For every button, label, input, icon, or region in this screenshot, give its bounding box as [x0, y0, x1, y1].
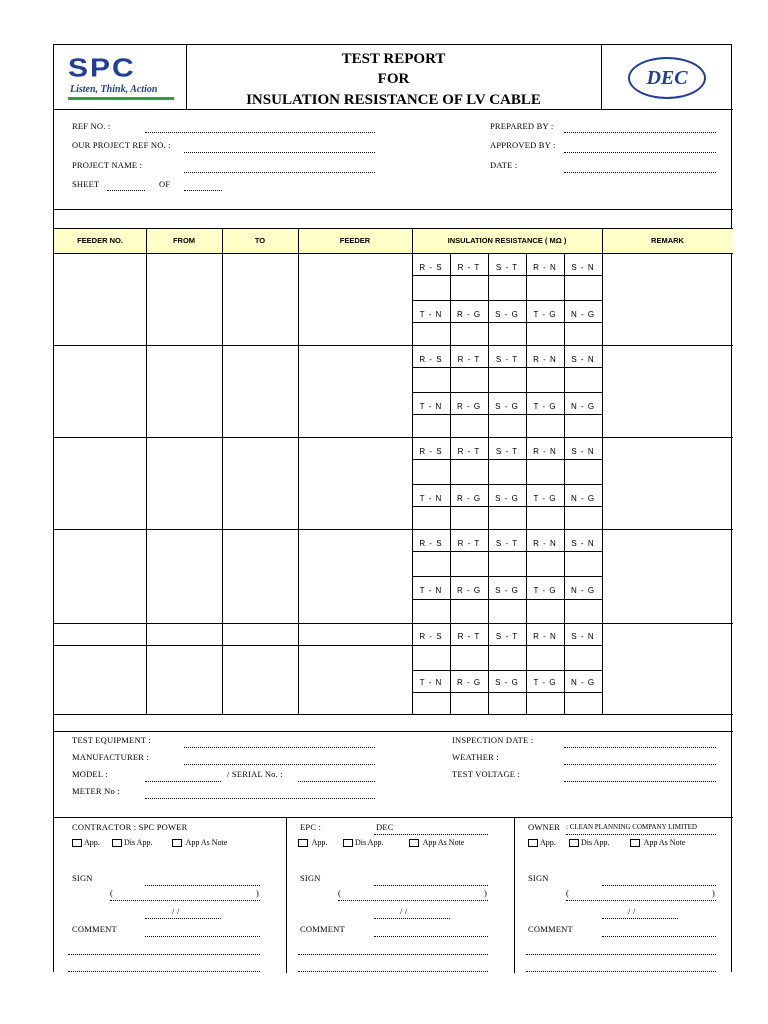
- table-bottom-line: [54, 714, 733, 715]
- ir-line: [412, 459, 602, 460]
- option-label: Dis App.: [355, 838, 384, 847]
- owner-option-app-as-note[interactable]: [630, 838, 685, 847]
- code-t-n: T - N: [419, 402, 443, 411]
- ir-line: [412, 506, 602, 507]
- checkbox[interactable]: [112, 839, 122, 847]
- code-s-g: S - G: [495, 494, 519, 503]
- epc-name-field[interactable]: [338, 900, 488, 901]
- contractor-option-app[interactable]: [72, 838, 100, 847]
- our-project-ref-label: OUR PROJECT REF NO. :: [72, 140, 171, 150]
- contractor-comment-field[interactable]: [145, 936, 260, 937]
- code-n-g: N - G: [570, 586, 596, 595]
- serial-no-label: / SERIAL No. :: [227, 769, 283, 779]
- of-label: OF: [159, 179, 171, 189]
- code-s-g: S - G: [495, 678, 519, 687]
- ir-line: [412, 576, 602, 577]
- col-insulation-resistance: INSULATION RESISTANCE ( MΩ ): [447, 236, 567, 245]
- code-s-n: S - N: [571, 632, 595, 641]
- ir-line: [412, 322, 602, 323]
- col-line-1: [146, 228, 147, 714]
- code-r-n: R - N: [533, 539, 557, 548]
- code-t-g: T - G: [533, 310, 557, 319]
- sheet-label: SHEET: [72, 179, 100, 189]
- code-r-g: R - G: [456, 586, 482, 595]
- title-line-1: TEST REPORT: [341, 51, 446, 67]
- meter-no-field[interactable]: [145, 798, 375, 799]
- code-t-n: T - N: [419, 494, 443, 503]
- dec-logo: [628, 57, 706, 99]
- code-s-g: S - G: [495, 402, 519, 411]
- code-n-g: N - G: [570, 402, 596, 411]
- code-t-g: T - G: [533, 402, 557, 411]
- checkbox[interactable]: [172, 839, 182, 847]
- epc-date: / /: [400, 906, 408, 916]
- prepared-by-label: PREPARED BY :: [490, 121, 554, 131]
- code-n-g: N - G: [570, 678, 596, 687]
- signoff-divider-2: [514, 817, 515, 973]
- checkbox[interactable]: [569, 839, 579, 847]
- owner-date: / /: [628, 906, 636, 916]
- code-t-n: T - N: [419, 310, 443, 319]
- owner-option-dis-app[interactable]: [569, 838, 609, 847]
- equipment-top-line: [54, 731, 733, 732]
- col-line-3: [298, 228, 299, 714]
- code-t-n: T - N: [419, 678, 443, 687]
- epc-label: EPC :: [300, 822, 322, 832]
- weather-field[interactable]: [564, 764, 716, 765]
- spc-logo: [68, 56, 174, 100]
- code-s-g: S - G: [495, 310, 519, 319]
- approved-by-label: APPROVED BY :: [490, 140, 556, 150]
- owner-paren-open: (: [566, 888, 570, 898]
- checkbox[interactable]: [409, 839, 419, 847]
- ref-no-label: REF NO. :: [72, 121, 111, 131]
- checkbox[interactable]: [72, 839, 82, 847]
- sheet-field[interactable]: [107, 190, 145, 191]
- contractor-paren-open: (: [110, 888, 114, 898]
- code-r-t: R - T: [457, 447, 481, 456]
- test-equipment-field[interactable]: [184, 747, 375, 748]
- epc-paren-open: (: [338, 888, 342, 898]
- code-s-t: S - T: [495, 539, 519, 548]
- code-r-t: R - T: [457, 632, 481, 641]
- owner-date-field[interactable]: [602, 918, 678, 919]
- contractor-sign-label: SIGN: [72, 873, 93, 883]
- code-r-n: R - N: [533, 447, 557, 456]
- epc-comment-label: COMMENT: [300, 924, 345, 934]
- row-line: [54, 623, 733, 624]
- row-line: [54, 529, 733, 530]
- epc-paren-close: ): [484, 888, 488, 898]
- owner-sign-label: SIGN: [528, 873, 549, 883]
- epc-sign-label: SIGN: [300, 873, 321, 883]
- option-label: App As Note: [185, 838, 228, 847]
- ir-line: [412, 275, 602, 276]
- option-label: Dis App.: [581, 838, 610, 847]
- code-t-g: T - G: [533, 678, 557, 687]
- signoff-top-line: [54, 817, 733, 818]
- test-report-form: [53, 44, 732, 972]
- owner-sign-field[interactable]: [602, 885, 716, 886]
- epc-comment-field-2[interactable]: [298, 954, 488, 955]
- owner-comment-field[interactable]: [602, 936, 716, 937]
- owner-comment-label: COMMENT: [528, 924, 573, 934]
- code-s-t: S - T: [495, 355, 519, 364]
- owner-comment-field-3[interactable]: [526, 971, 716, 972]
- prepared-by-field[interactable]: [564, 132, 716, 133]
- project-name-label: PROJECT NAME :: [72, 160, 143, 170]
- header-bottom-line: [54, 253, 733, 254]
- option-label: App.: [311, 838, 328, 847]
- checkbox[interactable]: [343, 839, 353, 847]
- code-r-g: R - G: [456, 310, 482, 319]
- contractor-comment-label: COMMENT: [72, 924, 117, 934]
- ref-no-field[interactable]: [145, 132, 375, 133]
- code-n-g: N - G: [570, 310, 596, 319]
- row-line: [54, 437, 733, 438]
- epc-option-app[interactable]: [298, 838, 327, 847]
- table-top-line: [54, 209, 733, 210]
- model-label: MODEL :: [72, 769, 108, 779]
- code-r-g: R - G: [456, 494, 482, 503]
- contractor-date: / /: [172, 906, 180, 916]
- project-name-field[interactable]: [184, 172, 375, 173]
- checkbox[interactable]: [528, 839, 538, 847]
- code-t-n: T - N: [419, 586, 443, 595]
- code-r-g: R - G: [456, 402, 482, 411]
- ir-line: [412, 670, 602, 671]
- owner-field[interactable]: [566, 834, 716, 835]
- code-s-n: S - N: [571, 263, 595, 272]
- code-s-n: S - N: [571, 539, 595, 548]
- contractor-label: CONTRACTOR : SPC POWER: [72, 822, 188, 832]
- ir-line: [412, 367, 602, 368]
- epc-date-field[interactable]: [374, 918, 450, 919]
- col-remark: REMARK: [651, 236, 684, 245]
- contractor-comment-field-3[interactable]: [68, 971, 260, 972]
- inspection-date-field[interactable]: [564, 747, 716, 748]
- ir-line: [412, 392, 602, 393]
- owner-name-field[interactable]: [566, 900, 716, 901]
- ir-line: [412, 551, 602, 552]
- ir-line: [412, 599, 602, 600]
- signoff-divider-1: [286, 817, 287, 973]
- code-s-t: S - T: [495, 632, 519, 641]
- code-r-s: R - S: [419, 355, 443, 364]
- header-bottom-line: [54, 109, 733, 110]
- header-divider-right: [601, 45, 602, 109]
- spc-logo-text: SPC: [68, 54, 136, 83]
- code-t-g: T - G: [533, 586, 557, 595]
- test-voltage-field[interactable]: [564, 781, 716, 782]
- epc-comment-field[interactable]: [374, 936, 488, 937]
- option-label: App As Note: [422, 838, 465, 847]
- code-s-n: S - N: [571, 447, 595, 456]
- epc-sign-field[interactable]: [374, 885, 488, 886]
- option-label: App As Note: [643, 838, 686, 847]
- approved-by-field[interactable]: [564, 152, 716, 153]
- manufacturer-label: MANUFACTURER :: [72, 752, 150, 762]
- epc-option-app-as-note[interactable]: [409, 838, 464, 847]
- owner-label: OWNER: [528, 822, 561, 832]
- epc-value: DEC: [376, 822, 394, 832]
- manufacturer-field[interactable]: [184, 764, 375, 765]
- contractor-comment-field-2[interactable]: [68, 954, 260, 955]
- contractor-paren-close: ): [256, 888, 260, 898]
- owner-option-app[interactable]: [528, 838, 556, 847]
- contractor-option-dis-app[interactable]: [112, 838, 152, 847]
- code-r-g: R - G: [456, 678, 482, 687]
- code-s-t: S - T: [495, 447, 519, 456]
- code-s-t: S - T: [495, 263, 519, 272]
- epc-field[interactable]: [374, 834, 488, 835]
- inspection-date-label: INSPECTION DATE :: [452, 735, 534, 745]
- ir-line: [412, 300, 602, 301]
- code-r-n: R - N: [533, 263, 557, 272]
- title-line-3: INSULATION RESISTANCE OF LV CABLE: [246, 92, 541, 108]
- dec-logo-text: DEC: [646, 66, 688, 89]
- date-label: DATE :: [490, 160, 518, 170]
- code-n-g: N - G: [570, 494, 596, 503]
- code-r-t: R - T: [457, 355, 481, 364]
- col-feeder: FEEDER: [339, 236, 371, 245]
- epc-comment-field-3[interactable]: [298, 971, 488, 972]
- contractor-name-field[interactable]: [110, 900, 260, 901]
- ir-line: [412, 692, 602, 693]
- code-r-s: R - S: [419, 539, 443, 548]
- serial-no-field[interactable]: [298, 781, 375, 782]
- model-field[interactable]: [145, 781, 221, 782]
- code-t-g: T - G: [533, 494, 557, 503]
- row-line: [54, 645, 412, 646]
- col-to: TO: [254, 236, 266, 245]
- spc-logo-underline: [68, 97, 174, 100]
- weather-label: WEATHER :: [452, 752, 499, 762]
- option-label: App.: [540, 838, 556, 847]
- of-field[interactable]: [184, 190, 222, 191]
- col-from: FROM: [172, 236, 196, 245]
- date-field[interactable]: [564, 172, 716, 173]
- owner-paren-close: ): [712, 888, 716, 898]
- test-equipment-label: TEST EQUIPMENT :: [72, 735, 151, 745]
- col-feeder-no: FEEDER NO.: [77, 236, 123, 245]
- owner-comment-field-2[interactable]: [526, 954, 716, 955]
- test-voltage-label: TEST VOLTAGE :: [452, 769, 521, 779]
- title-line-2: FOR: [377, 71, 410, 87]
- contractor-date-field[interactable]: [145, 918, 221, 919]
- epc-option-dis-app[interactable]: [343, 838, 383, 847]
- code-r-s: R - S: [419, 263, 443, 272]
- code-r-n: R - N: [533, 355, 557, 364]
- ir-line: [412, 414, 602, 415]
- option-label: App.: [84, 838, 100, 847]
- checkbox[interactable]: [630, 839, 640, 847]
- col-line-5: [602, 228, 603, 714]
- option-label: Dis App.: [124, 838, 153, 847]
- code-r-t: R - T: [457, 263, 481, 272]
- ir-line: [412, 645, 602, 646]
- spc-tagline: Listen, Think, Action: [70, 84, 158, 95]
- code-r-t: R - T: [457, 539, 481, 548]
- contractor-sign-field[interactable]: [145, 885, 260, 886]
- code-r-n: R - N: [533, 632, 557, 641]
- ir-line: [412, 484, 602, 485]
- checkbox[interactable]: [298, 839, 308, 847]
- code-s-g: S - G: [495, 586, 519, 595]
- meter-no-label: METER No :: [72, 786, 120, 796]
- code-r-s: R - S: [419, 632, 443, 641]
- contractor-option-app-as-note[interactable]: [172, 838, 227, 847]
- code-r-s: R - S: [419, 447, 443, 456]
- our-project-ref-field[interactable]: [184, 152, 375, 153]
- code-s-n: S - N: [571, 355, 595, 364]
- row-line: [54, 345, 733, 346]
- col-line-2: [222, 228, 223, 714]
- owner-value: : CLEAN PLANNING COMPANY LIMITED: [566, 823, 697, 831]
